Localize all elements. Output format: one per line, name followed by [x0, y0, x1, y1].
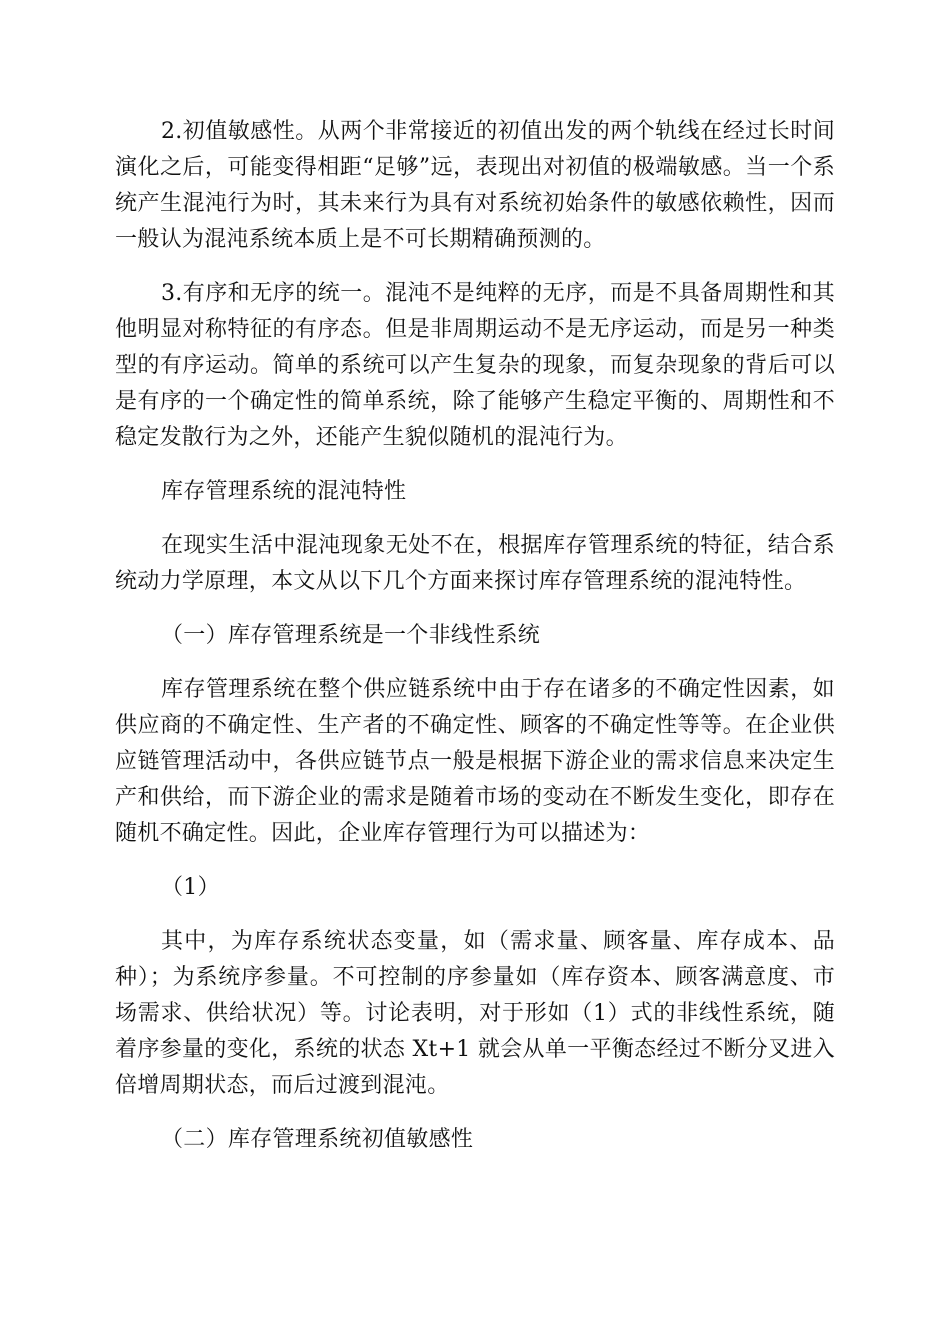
paragraph-variables: 其中，为库存系统状态变量，如（需求量、顾客量、库存成本、品种）；为系统序参量。不可控制的序参量如（库存资本、顾客满意度、市场需求、供给状况）等。讨论表明，对于形如（1）式的非线性系统，随着序参量的变化，系统的状态 Xt+1 就会从单一平衡态经过不断分叉进入倍增周期状态，而后过渡到混沌。: [115, 929, 835, 1098]
subheading-nonlinear: （一）库存管理系统是一个非线性系统: [161, 623, 541, 648]
equation-label: （1）: [161, 875, 220, 900]
paragraph-order-disorder: 3.有序和无序的统一。混沌不是纯粹的无序，而是不具备周期性和其他明显对称特征的有序态。但是非周期运动不是无序运动，而是另一种类型的有序运动。简单的系统可以产生复杂的现象，而复杂现象的背后可以是有序的一个确定性的简单系统，除了能够产生稳定平衡的、周期性和不稳定发散行为之外，还能产生貌似随机的混沌行为。: [115, 281, 835, 450]
paragraph-nonlinear: 库存管理系统在整个供应链系统中由于存在诸多的不确定性因素，如供应商的不确定性、生产者的不确定性、顾客的不确定性等等。在企业供应链管理活动中，各供应链节点一般是根据下游企业的需求信息来决定生产和供给，而下游企业的需求是随着市场的变动在不断发生变化，即存在随机不确定性。因此，企业库存管理行为可以描述为：: [115, 677, 835, 846]
paragraph-initial-sensitivity: 2.初值敏感性。从两个非常接近的初值出发的两个轨线在经过长时间演化之后，可能变得相距“足够”远，表现出对初值的极端敏感。当一个系统产生混沌行为时，其未来行为具有对系统初始条件的敏感依赖性，因而一般认为混沌系统本质上是不可长期精确预测的。: [115, 119, 835, 252]
document-body: [115, 114, 835, 1176]
paragraph-intro: 在现实生活中混沌现象无处不在，根据库存管理系统的特征，结合系统动力学原理，本文从以下几个方面来探讨库存管理系统的混沌特性。: [115, 533, 835, 594]
subheading-sensitivity: （二）库存管理系统初值敏感性: [161, 1127, 474, 1152]
section-heading: 库存管理系统的混沌特性: [161, 479, 407, 504]
